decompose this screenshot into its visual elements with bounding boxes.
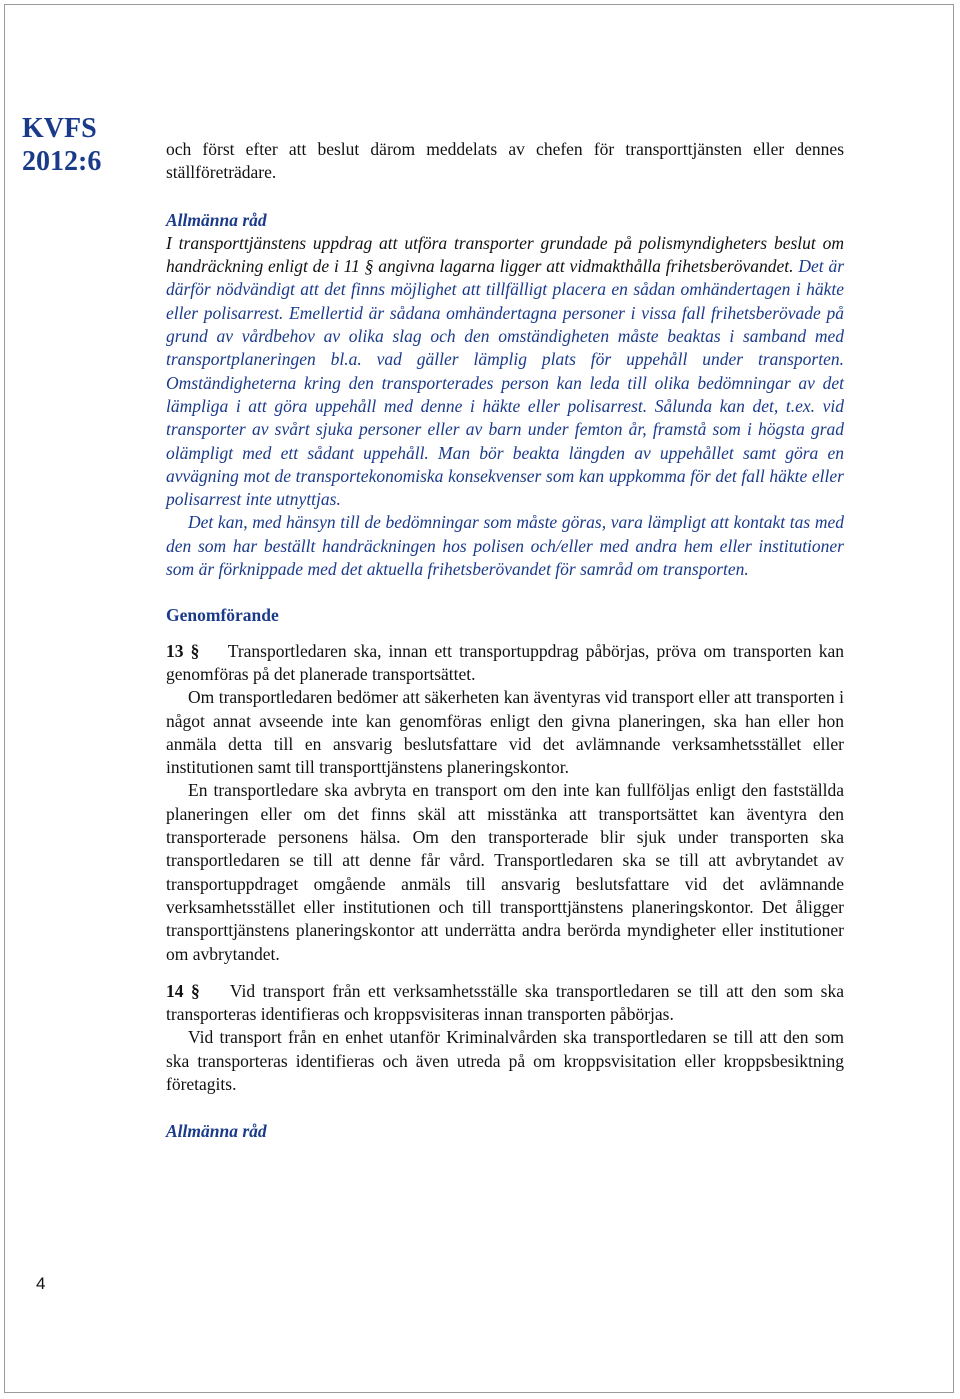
advice-paragraph-1-lead: I transporttjänstens uppdrag att utföra transporter grundade på polismyndigheters beslut om handräckning enligt de i 11 § angivna lagarna ligger att vidmakthålla frihetsberövandet. (166, 232, 844, 277)
advice-paragraph-1 (166, 232, 844, 512)
section-13-paragraph-1 (166, 640, 844, 687)
advice-paragraph-1-highlight: Det är därför nödvändigt att det finns möjlighet att tillfälligt placera en sådan omhändertagen i häkte eller polisarrest. Emellertid är sådana omhändertagna personer i vissa fall frihetsberövade på grund av vårdbehov av olika slag och den omständigheten måste beaktas i samband med transportplaneringen bl.a. vad gäller lämplig plats för uppehåll under transporten. Omständigheterna kring den transporterades person kan leda till olika bedömningar av det lämpliga i att göra uppehåll med denne i häkte eller polisarrest. Sålunda kan det, t.ex. vid transporter av svårt sjuka personer eller av barn under femton år, framstå som i högsta grad olämpligt med ett sådant uppehåll. Man bör beakta längden av uppehållet samt göra en avvägning mot de transportekonomiska konsekvenser som kan uppkomma för det fall häkte eller polisarrest inte utnyttjas. (166, 256, 845, 510)
intro-paragraph: och först efter att beslut därom meddelats av chefen för transporttjänsten eller dennes ställföreträdare. (166, 139, 844, 183)
section-heading-genomforande: Genomförande (166, 605, 279, 626)
section-13-paragraph-2: Om transportledaren bedömer att säkerheten kan äventyras vid transport eller att transporten i något annat avseende inte kan genomföras enligt den givna planeringen, ska han eller hon anmäla detta till en ansvarig beslutsfattare vid det avlämnande verksamhetsstället eller institutionen samt till transporttjänstens planeringskontor. (166, 687, 844, 778)
section-13-paragraph-3: En transportledare ska avbryta en transport om den inte kan fullföljas enligt den fastställda planeringen eller om det finns skäl att misstänka att transportsättet kan äventyra den transporterade personens hälsa. Om den transporterade blir sjuk under transporten ska transportledaren se till att denne får vård. Transportledaren ska se till att avbrytandet av transportuppdraget omgående anmäls till ansvarig beslutsfattare vid det avlämnande verksamhetsstället eller institutionen och till transporttjänstens planeringskontor. Det åligger transporttjänstens planeringskontor att underrätta andra berörda myndigheter eller institutioner om avbrytandet. (166, 780, 844, 964)
document-code (22, 112, 101, 178)
section-13-text-1: Transportledaren ska, innan ett transportuppdrag påbörjas, pröva om transporten kan genomföras på det planerade transportsättet. (166, 640, 845, 684)
section-14-number: 14 § (166, 980, 200, 1001)
section-14-paragraph-2: Vid transport från en enhet utanför Kriminalvården ska transportledaren se till att den som ska transporteras identifieras och även utreda på om kroppsvisitation eller kroppsbesiktning företagits. (166, 1027, 844, 1094)
section-14-text-1: Vid transport från ett verksamhetsställe ska transportledaren se till att den som ska transporteras identifieras och kroppsvisiteras innan transporten påbörjas. (166, 980, 844, 1025)
document-body (166, 138, 844, 1144)
document-code-number: 2012:6 (22, 146, 102, 177)
document-code-series: KVFS (22, 113, 97, 144)
section-14-paragraph-1 (166, 980, 844, 1027)
section-13-number: 13 § (166, 640, 200, 661)
advice-heading: Allmänna råd (166, 209, 267, 230)
advice-paragraph-2: Det kan, med hänsyn till de bedömningar som måste göras, vara lämpligt att kontakt tas med den som har beställt handräckningen hos polisen och/eller med andra hem eller institutioner som är förknippade med det aktuella frihetsberövandet för samråd om transporten. (166, 512, 844, 580)
advice-heading-2: Allmänna råd (166, 1121, 267, 1142)
page-number: 4 (36, 1274, 46, 1293)
